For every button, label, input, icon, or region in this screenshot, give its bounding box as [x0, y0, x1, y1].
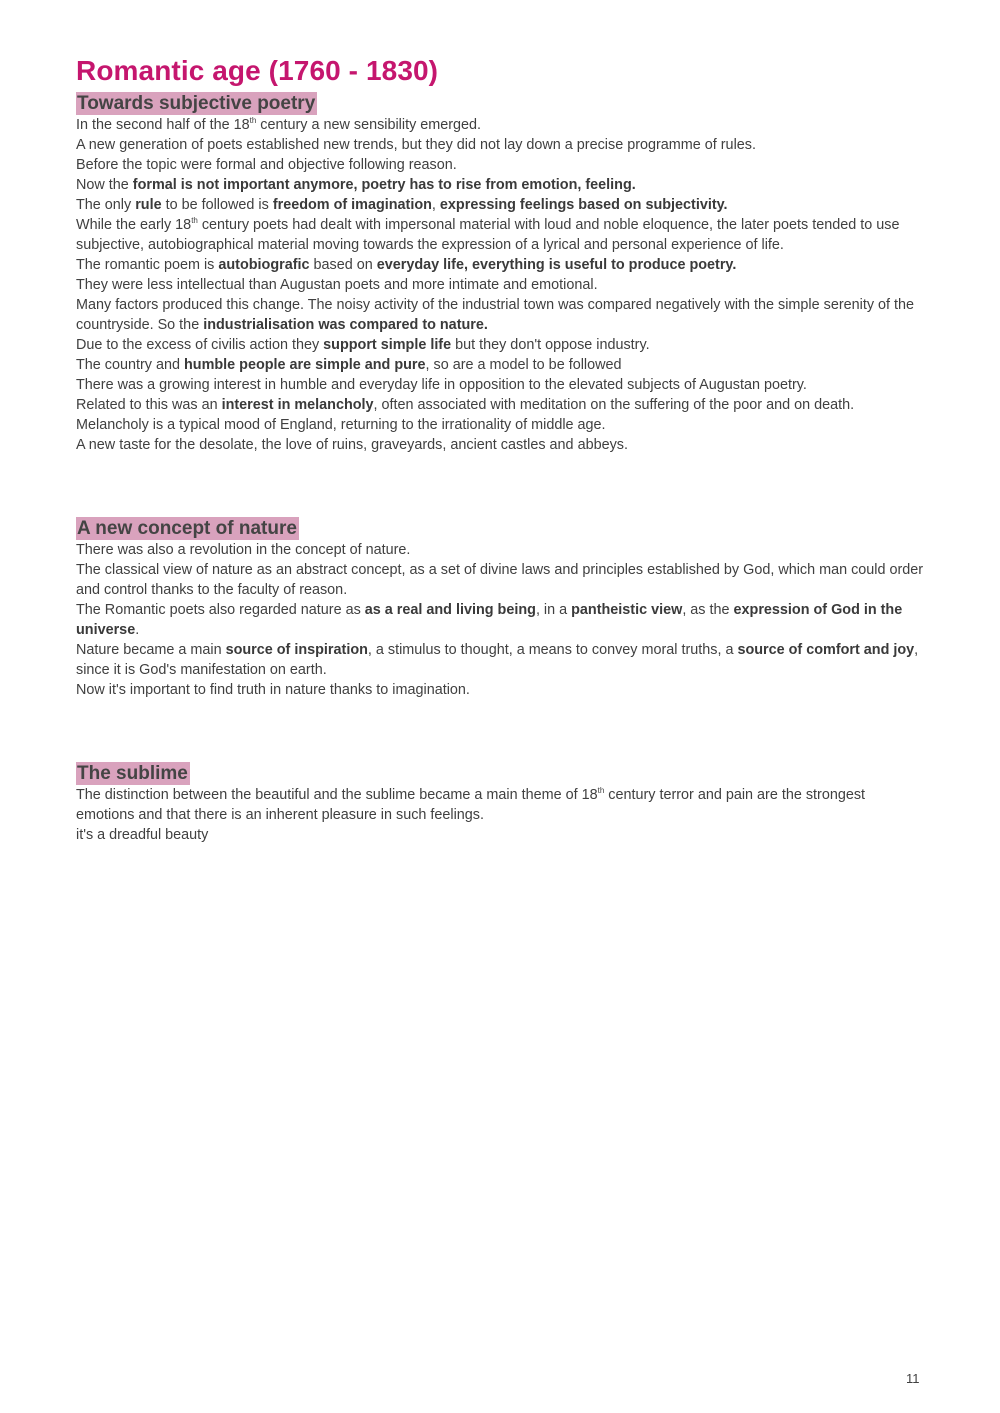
paragraph: Before the topic were formal and objective following reason.: [76, 157, 457, 173]
paragraph: A new taste for the desolate, the love of ruins, graveyards, ancient castles and abbeys.: [76, 437, 628, 453]
paragraph: They were less intellectual than Augustan poets and more intimate and emotional.: [76, 277, 598, 293]
paragraph: There was also a revolution in the concept of nature.: [76, 542, 411, 558]
section-spacer: [76, 700, 924, 762]
section-body: [76, 115, 924, 455]
paragraph: A new generation of poets established new trends, but they did not lay down a precise programme of rules.: [76, 137, 756, 153]
section-concept-of-nature: [76, 517, 924, 700]
page-title: Romantic age (1760 - 1830): [76, 55, 439, 86]
paragraph: it's a dreadful beauty: [76, 827, 209, 843]
paragraph: Many factors produced this change. The noisy activity of the industrial town was compared negatively with the simple serenity of the countryside. So the industrialisation was compared to nature.: [76, 297, 915, 333]
section-sublime: [76, 762, 924, 845]
paragraph: Nature became a main source of inspiration, a stimulus to thought, a means to convey moral truths, a source of comfort and joy, since it is God's manifestation on earth.: [76, 642, 919, 678]
paragraph: Now it's important to find truth in nature thanks to imagination.: [76, 682, 470, 698]
paragraph: The romantic poem is autobiografic based on everyday life, everything is useful to produce poetry.: [76, 257, 737, 273]
paragraph: Related to this was an interest in melancholy, often associated with meditation on the suffering of the poor and on death.: [76, 397, 855, 413]
paragraph: Melancholy is a typical mood of England, returning to the irrationality of middle age.: [76, 417, 606, 433]
paragraph: The only rule to be followed is freedom of imagination, expressing feelings based on subjectivity.: [76, 197, 728, 213]
section-heading: Towards subjective poetry: [77, 93, 316, 114]
section-body: [76, 785, 924, 845]
paragraph: The country and humble people are simple and pure, so are a model to be followed: [76, 357, 622, 373]
paragraph: The distinction between the beautiful and the sublime became a main theme of 18th century terror and pain are the strongest emotions and that there is an inherent pleasure in such feelings.: [76, 786, 866, 823]
section-heading: A new concept of nature: [77, 518, 297, 539]
paragraph: While the early 18th century poets had dealt with impersonal material with loud and noble eloquence, the later poets tended to use subjective, autobiographical material moving towards the expression of a lyrical and personal experience of life.: [76, 216, 900, 253]
paragraph: In the second half of the 18th century a new sensibility emerged.: [76, 116, 482, 133]
paragraph: Due to the excess of civilis action they support simple life but they don't oppose industry.: [76, 337, 650, 353]
section-spacer: [76, 455, 924, 517]
paragraph: The classical view of nature as an abstract concept, as a set of divine laws and principles established by God, which man could order and control thanks to the faculty of reason.: [76, 562, 924, 598]
document-page: [76, 54, 924, 845]
page-number: 11: [906, 1371, 920, 1386]
section-body: [76, 540, 924, 700]
section-heading: The sublime: [77, 763, 188, 784]
paragraph: Now the formal is not important anymore, poetry has to rise from emotion, feeling.: [76, 177, 636, 193]
paragraph: The Romantic poets also regarded nature as as a real and living being, in a pantheistic view, as the expression of God in the universe.: [76, 602, 903, 638]
section-subjective-poetry: [76, 92, 924, 455]
paragraph: There was a growing interest in humble and everyday life in opposition to the elevated subjects of Augustan poetry.: [76, 377, 807, 393]
